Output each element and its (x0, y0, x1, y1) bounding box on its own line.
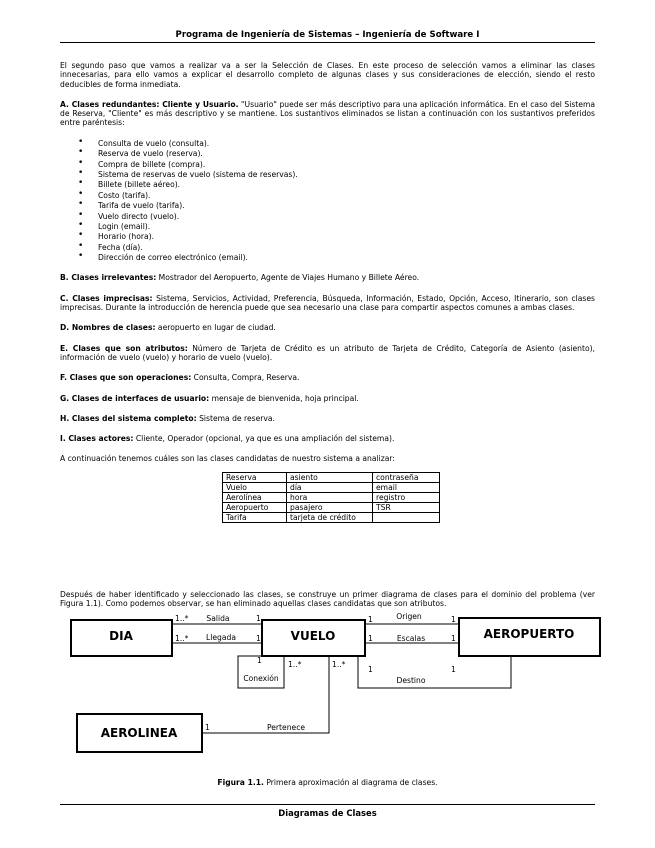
section-e-label: E. Clases que son atributos: (60, 343, 188, 353)
table-row (223, 472, 440, 482)
after-table-paragraph: Después de haber identificado y seleccionado las clases, se construye un primer diagrama de clases para el dominio del problema (ver Figura 1.1). Como podemos observar, se han eliminado aquellas clases candidatas que son atributos. (60, 590, 595, 609)
assoc-line-pertenece (202, 656, 329, 733)
table-row (223, 492, 440, 502)
table-cell: registro (373, 492, 440, 502)
section-f-label: F. Clases que son operaciones: (60, 373, 192, 383)
table-cell: pasajero (287, 502, 373, 512)
multiplicity-label: 1 (451, 634, 456, 643)
multiplicity-label: 1 (368, 615, 373, 624)
section-a-label: A. Clases redundantes: Cliente y Usuario. (60, 99, 239, 109)
section-h-text: Sistema de reserva. (196, 413, 275, 423)
section-i-label: I. Clases actores: (60, 434, 134, 444)
assoc-line-destino (358, 656, 511, 688)
list-item: • Fecha (día). (60, 243, 595, 253)
multiplicity-label: 1..* (332, 660, 346, 669)
multiplicity-label: 1 (205, 723, 210, 732)
multiplicity-label: 1..* (175, 614, 189, 623)
table-cell: tarjeta de crédito (287, 512, 373, 522)
table-row (223, 512, 440, 522)
figure-caption-label: Figura 1.1. (217, 778, 264, 787)
section-e-text: Número de Tarjeta de Crédito es un atributo de Tarjeta de Crédito, Categoría de Asiento (asiento), información de vuelo (vuelo) y horario de vuelo (vuelo). (60, 343, 595, 362)
list-item: • Consulta de vuelo (consulta). (60, 139, 595, 149)
section-h-label: H. Clases del sistema completo: (60, 413, 197, 423)
list-item: • Compra de billete (compra). (60, 160, 595, 170)
section-a-text: "Usuario" puede ser más descriptivo para una aplicación informática. En el caso del Sistema de Reserva, "Cliente" es más descriptivo y se mantiene. Los sustantivos eliminados se listan a continuación con los sustantivos preferidos entre paréntesis: (60, 99, 595, 128)
multiplicity-label: 1 (257, 656, 262, 665)
list-item: • Sistema de reservas de vuelo (sistema de reservas). (60, 170, 595, 180)
class-name-vuelo: VUELO (290, 629, 336, 643)
intro-paragraph: El segundo paso que vamos a realizar va a ser la Selección de Clases. En este proceso de selección vamos a eliminar las clases innecesarias, para ello vamos a explicar el desarrollo completo de algunas clases y sus consideraciones de elección, siendo el resto deducibles de forma inmediata. (60, 61, 595, 89)
section-e (60, 344, 595, 363)
section-f (60, 373, 595, 382)
assoc-label-escalas: Escalas (396, 634, 426, 643)
list-item: • Billete (billete aéreo). (60, 180, 595, 190)
table-cell: Reserva (223, 472, 287, 482)
section-g-label: G. Clases de interfaces de usuario: (60, 393, 210, 403)
assoc-label-llegada: Llegada (206, 633, 236, 642)
section-b (60, 273, 595, 282)
list-item: • Reserva de vuelo (reserva). (60, 149, 595, 159)
section-f-text: Consulta, Compra, Reserva. (191, 373, 300, 383)
table-cell: contraseña (373, 472, 440, 482)
figure-caption-text: Primera aproximación al diagrama de clases. (263, 778, 438, 787)
assoc-label-pertenece: Pertenece (266, 723, 306, 732)
list-item: • Costo (tarifa). (60, 191, 595, 201)
multiplicity-label: 1..* (175, 634, 189, 643)
table-cell: Aerolínea (223, 492, 287, 502)
multiplicity-label: 1 (368, 634, 373, 643)
section-c-text: Sistema, Servicios, Actividad, Preferencia, Búsqueda, Información, Estado, Opción, Acceso, Itinerario, son clases imprecisas. Durante la introducción de herencia puede que sea necesario una clase para compartir aspectos comunes a ambas clases. (60, 293, 595, 313)
assoc-label-destino: Destino (396, 676, 426, 685)
section-g-text: mensaje de bienvenida, hoja principal. (209, 393, 359, 403)
candidate-classes-table (222, 472, 440, 523)
table-cell: Tarifa (223, 512, 287, 522)
section-i-text: Cliente, Operador (opcional, ya que es una ampliación del sistema). (133, 434, 395, 444)
list-item: • Dirección de correo electrónico (email). (60, 253, 595, 263)
list-item: • Horario (hora). (60, 232, 595, 242)
section-h (60, 414, 595, 423)
page-header: Programa de Ingeniería de Sistemas – Ingeniería de Software I (175, 30, 480, 40)
multiplicity-label: 1 (451, 665, 456, 674)
class-name-dia: DIA (109, 629, 133, 643)
multiplicity-label: 1 (256, 634, 261, 643)
table-row (223, 502, 440, 512)
table-cell: asiento (287, 472, 373, 482)
section-b-text: Mostrador del Aeropuerto, Agente de Viajes Humano y Billete Aéreo. (156, 273, 420, 283)
table-cell: hora (287, 492, 373, 502)
section-i (60, 434, 595, 443)
section-c-label: C. Clases imprecisas: (60, 293, 153, 303)
section-a (60, 100, 595, 128)
table-cell: día (287, 482, 373, 492)
table-cell: email (373, 482, 440, 492)
table-row (223, 482, 440, 492)
assoc-label-origen: Origen (396, 612, 422, 621)
multiplicity-label: 1 (256, 614, 261, 623)
header-rule (60, 42, 595, 43)
list-item: • Vuelo directo (vuelo). (60, 212, 595, 222)
multiplicity-label: 1..* (288, 660, 302, 669)
section-c (60, 294, 595, 313)
table-cell: Vuelo (223, 482, 287, 492)
assoc-label-salida: Salida (206, 614, 230, 623)
multiplicity-label: 1 (451, 615, 456, 624)
section-g (60, 394, 595, 403)
class-name-aeropuerto: AEROPUERTO (483, 627, 575, 641)
table-cell: TSR (373, 502, 440, 512)
section-d (60, 323, 595, 332)
document-body (60, 61, 595, 523)
section-d-label: D. Nombres de clases: (60, 323, 156, 333)
table-cell (373, 512, 440, 522)
class-diagram (0, 612, 655, 772)
figure-caption (60, 778, 595, 787)
eliminated-nouns-list (60, 139, 595, 264)
list-item: • Tarifa de vuelo (tarifa). (60, 201, 595, 211)
section-d-text: aeropuerto en lugar de ciudad. (155, 323, 276, 333)
footer-rule (60, 804, 595, 805)
page-footer: Diagramas de Clases (278, 808, 377, 818)
table-cell: Aeropuerto (223, 502, 287, 512)
multiplicity-label: 1 (368, 665, 373, 674)
table-intro: A continuación tenemos cuáles son las clases candidatas de nuestro sistema a analizar: (60, 454, 395, 464)
section-b-label: B. Clases irrelevantes: (60, 273, 157, 283)
class-name-aerolinea: AEROLINEA (100, 726, 178, 740)
list-item: • Login (email). (60, 222, 595, 232)
assoc-label-conexion: Conexión (243, 674, 279, 683)
